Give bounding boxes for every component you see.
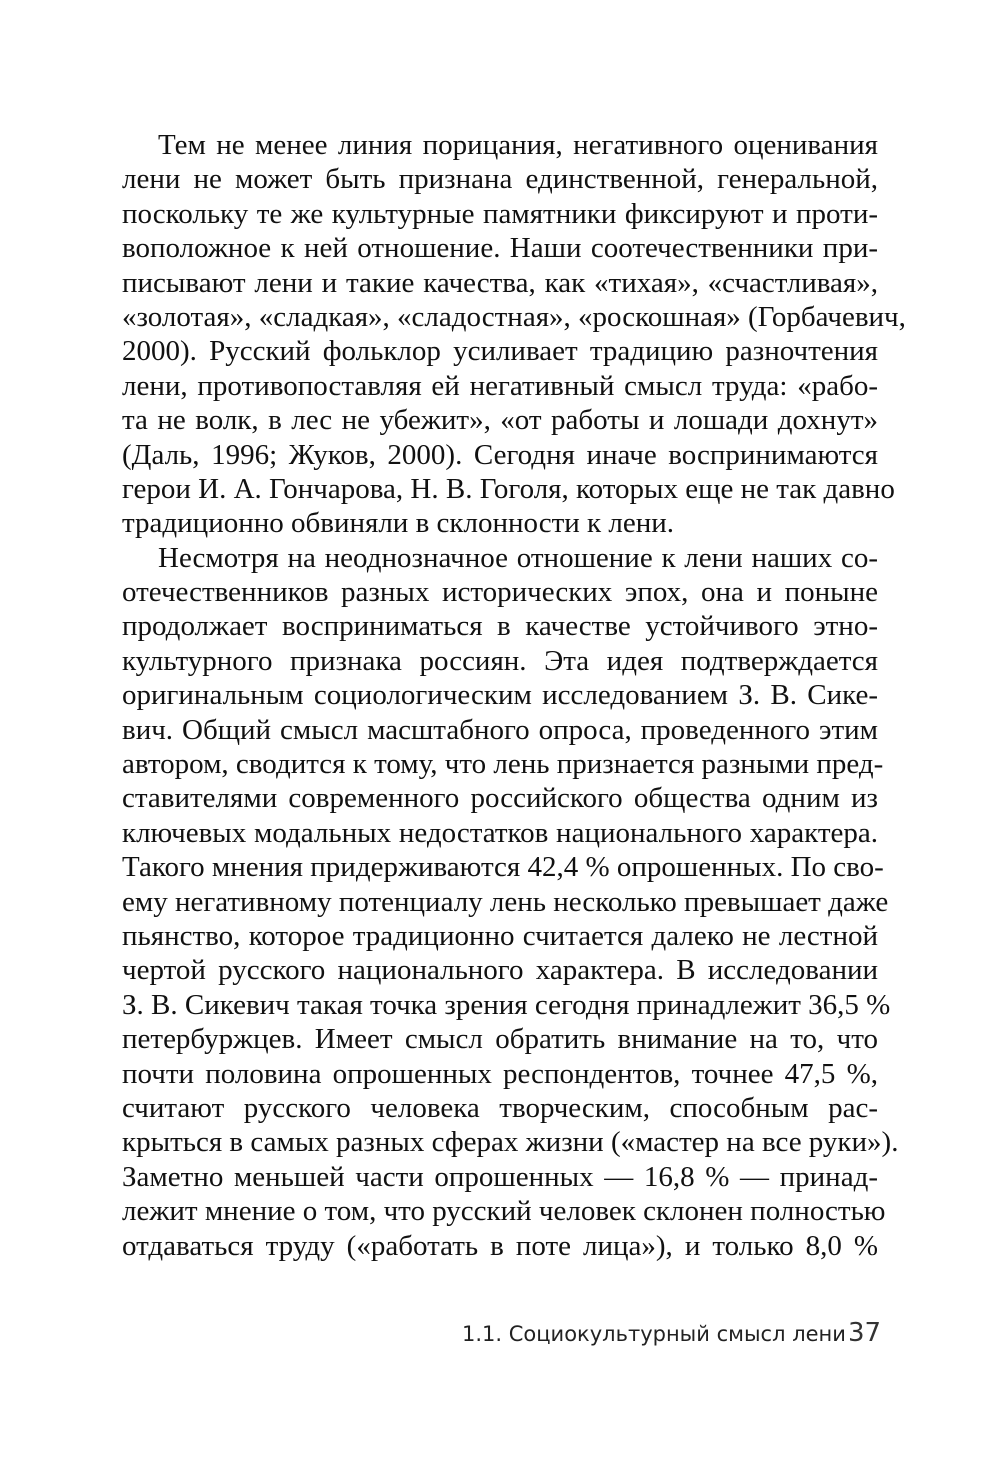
paragraph-1-line: лени не может быть признана единственной, генеральной, [122, 163, 878, 196]
paragraph-2-line: оригинальным социологическим исследованием З. В. Сике- [122, 679, 878, 712]
paragraph-1-line: та не волк, в лес не убежит», «от работы и лошади дохнут» [122, 404, 878, 437]
paragraph-2-line: почти половина опрошенных респондентов, точнее 47,5 %, [122, 1057, 878, 1090]
paragraph-2-line: считают русского человека творческим, способным рас- [122, 1091, 878, 1124]
paragraph-2-line: Такого мнения придерживаются 42,4 % опрошенных. По сво- [122, 851, 884, 884]
paragraph-1-line: (Даль, 1996; Жуков, 2000). Сегодня иначе воспринимаются [122, 438, 878, 471]
paragraph-2-line: Заметно меньшей части опрошенных — 16,8 % — принад- [122, 1160, 878, 1193]
paragraph-2-line: ему негативному потенциалу лень несколько превышает даже [122, 885, 889, 918]
paragraph-1-line: «золотая», «сладкая», «сладостная», «роскошная» (Горбачевич, [122, 300, 906, 333]
paragraph-2-line: ключевых модальных недостатков национального характера. [122, 816, 878, 849]
running-head: 1.1. Социокультурный смысл лени [462, 1322, 846, 1346]
paragraph-2-line: З. В. Сикевич такая точка зрения сегодня принадлежит 36,5 % [122, 988, 891, 1021]
paragraph-2-line: автором, сводится к тому, что лень признается разными пред- [122, 748, 884, 781]
paragraph-1-line: традиционно обвиняли в склонности к лени. [122, 507, 674, 540]
paragraph-2-line: культурного признака россиян. Эта идея подтверждается [122, 644, 878, 677]
page-footer [0, 1318, 1000, 1358]
paragraph-2-line: пьянство, которое традиционно считается далеко не лестной [122, 919, 878, 952]
paragraph-1-line: поскольку те же культурные памятники фиксируют и проти- [122, 197, 878, 230]
paragraph-1-line: Тем не менее линия порицания, негативного оценивания [158, 129, 878, 161]
paragraph-2-line: петербуржцев. Имеет смысл обратить внимание на то, что [122, 1023, 878, 1056]
paragraph-2-line: лежит мнение о том, что русский человек склонен полностью [122, 1195, 886, 1228]
paragraph-2-line: отдаваться труду («работать в поте лица»), и только 8,0 % [122, 1229, 878, 1262]
page-number: 37 [848, 1318, 882, 1348]
paragraph-2-line: Несмотря на неоднозначное отношение к лени наших со- [158, 541, 878, 574]
paragraph-1-line: герои И. А. Гончарова, Н. В. Гоголя, которых еще не так давно [122, 472, 895, 505]
paragraph-2-line: крыться в самых разных сферах жизни («мастер на все руки»). [122, 1126, 899, 1159]
paragraph-1-line: писывают лени и такие качества, как «тихая», «счастливая», [122, 266, 878, 299]
body-text [122, 128, 906, 1263]
paragraph-2-line: вич. Общий смысл масштабного опроса, проведенного этим [122, 713, 878, 746]
paragraph-1-line: лени, противопоставляя ей негативный смысл труда: «рабо- [122, 369, 878, 402]
paragraph-2-line: продолжает восприниматься в качестве устойчивого этно- [122, 610, 878, 643]
paragraph-1-line: воположное к ней отношение. Наши соотечественники при- [122, 232, 878, 265]
paragraph-1-line: 2000). Русский фольклор усиливает традицию разночтения [122, 335, 878, 368]
paragraph-2-line: чертой русского национального характера. В исследовании [122, 954, 878, 987]
paragraph-2-line: отечественников разных исторических эпох, она и поныне [122, 576, 878, 609]
paragraph-2-line: ставителями современного российского общества одним из [122, 782, 878, 815]
